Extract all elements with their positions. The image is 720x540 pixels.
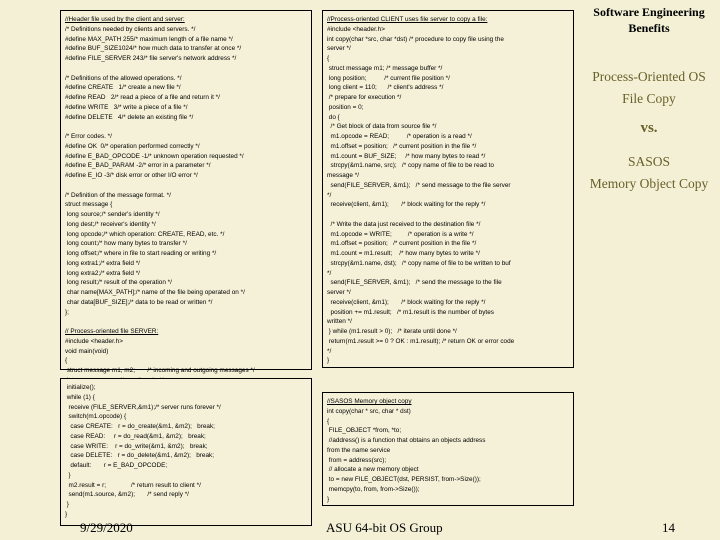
client-copy-code-box — [322, 10, 574, 368]
code-line: /* Definitions of the allowed operations. */ — [65, 74, 182, 82]
code-line: case CREATE: r = do_create(&m1, &m2); break; — [65, 423, 215, 430]
code-line: long source;/* sender's identity */ — [65, 211, 160, 218]
code-line: #define BUF_SIZE1024/* how much data to transfer at once */ — [65, 45, 242, 53]
code-line: /* Definition of the message format. */ — [65, 191, 171, 199]
code-line: // Process-oriented file SERVER: — [65, 328, 159, 335]
code-line: } — [65, 471, 71, 479]
code-line — [65, 317, 307, 327]
header-and-server-code — [65, 15, 307, 386]
footer-date: 9/29/2020 — [80, 520, 133, 535]
code-line: } — [327, 495, 330, 503]
code-line: long opcode;/* which operation: CREATE, READ, etc. */ — [65, 230, 225, 238]
code-line: */ — [327, 347, 332, 355]
code-line: m1.opcode = WRITE; /* operation is a write */ — [327, 230, 474, 238]
code-line: m1.offset = position; /* current position in the file */ — [327, 240, 477, 248]
code-line: default: r = E_BAD_OPCODE; — [65, 462, 168, 469]
code-line: case WRITE: r = do_write(&m1, &m2); break; — [65, 442, 208, 450]
code-line: } — [327, 357, 330, 365]
code-line: from = address(src); — [327, 456, 387, 464]
code-line: switch(m1.opcode) { — [65, 413, 127, 421]
code-line: //address() is a function that obtains an objects address — [327, 437, 486, 444]
code-line: }; — [65, 308, 69, 316]
code-line: from the name service — [327, 446, 391, 454]
code-line: receive(client, &m1); /* block waiting for the reply */ — [327, 201, 486, 209]
comparison-label-memory-object-copy: Memory Object Copy — [589, 176, 709, 191]
sasos-copy-code-box — [322, 392, 574, 506]
code-line: { — [327, 417, 330, 425]
code-line: { — [327, 55, 330, 62]
code-line: #define DELETE 4/* delete an existing file */ — [65, 113, 194, 121]
code-line: send(FILE_SERVER, &m1); /* send the message to the file — [327, 279, 502, 287]
code-line: /* Write the data just received to the destination file */ — [327, 220, 481, 228]
comparison-label-file-copy: File Copy — [622, 91, 676, 106]
code-line: position = 0; — [327, 103, 364, 111]
code-line: #define E_BAD_PARAM -2/* error in a parameter */ — [65, 162, 211, 170]
server-loop-code-box — [60, 378, 312, 526]
code-line: FILE_OBJECT *from, *to; — [327, 427, 402, 435]
code-line: do { — [327, 113, 340, 121]
code-line: char data[BUF_SIZE];/* data to be read or written */ — [65, 298, 213, 306]
code-line: memcpy(to, from, from->Size()); — [327, 485, 420, 493]
code-line: case DELETE: r = do_delete(&m1, &m2); break; — [65, 452, 215, 460]
code-line: strcpy(&m1.name, src); /* copy name of file to be read to — [327, 162, 494, 170]
code-line: position += m1.result; /* m1.result is the number of bytes — [327, 308, 494, 316]
code-line: m2.result = r; /* return result to client */ — [65, 481, 201, 489]
code-line: int copy(char *src, char *dst) /* procedure to copy file using the — [327, 35, 504, 43]
code-line: /* Error codes. */ — [65, 133, 112, 140]
sasos-copy-code — [327, 397, 569, 504]
code-line — [65, 181, 307, 191]
code-line: #define E_BAD_OPCODE -1/* unknown operation requested */ — [65, 152, 244, 160]
code-line: struct message m1, m2; /* incoming and outgoing messages */ — [65, 367, 255, 374]
code-line: return(m1.result >= 0 ? OK : m1.result); /* return OK or error code — [327, 337, 515, 345]
code-line: written */ — [327, 318, 352, 326]
code-line: struct message m1; /* message buffer */ — [327, 64, 443, 72]
code-line: #include <header.h> — [327, 25, 385, 33]
code-line: #define READ 2/* read a piece of a file and return it */ — [65, 94, 220, 101]
code-line: m1.count = BUF_SIZE; /* how many bytes to read */ — [327, 152, 486, 160]
code-line: // allocate a new memory object — [327, 466, 419, 474]
code-line: message */ — [327, 172, 359, 179]
code-line: case READ: r = do_read(&m1, &m2); break; — [65, 432, 206, 440]
code-line: while (1) { — [65, 393, 95, 401]
code-line: } — [65, 501, 69, 508]
code-line: */ — [327, 191, 332, 199]
code-line: server */ — [327, 289, 351, 296]
code-line: m1.opcode = READ; /* operation is a read */ — [327, 133, 472, 140]
code-line: m1.offset = position; /* current position in the file */ — [327, 142, 477, 150]
code-line: server */ — [327, 45, 351, 53]
code-line: #define MAX_PATH 255/* maximum length of a file name */ — [65, 35, 233, 43]
code-line: #define OK 0/* operation performed correctly */ — [65, 142, 200, 150]
header-and-server-code-box — [60, 10, 312, 374]
code-line: int copy(char * src, char * dst) — [327, 407, 411, 415]
code-line: void main(void) — [65, 347, 109, 355]
code-line: { — [65, 357, 68, 365]
comparison-label-sasos: SASOS — [627, 154, 671, 169]
footer-course: ASU 64-bit OS Group — [326, 520, 443, 535]
code-line: /* Get block of data from source file */ — [327, 123, 437, 131]
code-line: long extra2;/* extra field */ — [65, 269, 140, 277]
code-line — [327, 210, 569, 220]
code-line: #define E_IO -3/* disk error or other I/O error */ — [65, 172, 198, 179]
code-line: /* prepare for execution */ — [327, 94, 402, 101]
comparison-label-process-oriented: Process-Oriented OS — [592, 69, 706, 84]
code-line: initialize(); — [65, 384, 96, 391]
code-line: /* Definitions needed by clients and servers. */ — [65, 25, 196, 33]
slide-title: Software Engineering Benefits — [593, 5, 705, 35]
code-line: //SASOS Memory object copy — [327, 398, 412, 405]
code-line: long result;/* result of the operation */ — [65, 279, 172, 287]
code-line: */ — [327, 269, 332, 277]
code-line: long position; /* current file position */ — [327, 74, 450, 82]
code-line: long extra1;/* extra field */ — [65, 259, 140, 267]
server-loop-code — [65, 383, 307, 520]
code-line: receive (FILE_SERVER,&m1);/* server runs forever */ — [65, 403, 221, 411]
code-line: m1.count = m1.result; /* how many bytes to write */ — [327, 250, 480, 257]
code-line: #include <header.h> — [65, 337, 123, 345]
code-line: //Header file used by the client and server: — [65, 16, 185, 23]
code-line: struct message { — [65, 201, 113, 209]
code-line: #define FILE_SERVER 243/* file server's network address */ — [65, 55, 237, 62]
code-line: receive(client, &m1); /* block waiting for the reply */ — [327, 298, 486, 306]
code-line: long offset;/* where in file to start reading or writing */ — [65, 250, 217, 257]
code-line: #define WRITE 3/* write a piece of a file */ — [65, 103, 188, 111]
code-line: } while (m1.result > 0); /* iterate until done */ — [327, 328, 457, 335]
code-line: } — [65, 510, 68, 518]
code-line: strcpy(&m1.name, dst); /* copy name of file to be written to buf — [327, 259, 511, 267]
code-line: #define CREATE 1/* create a new file */ — [65, 84, 181, 92]
page-number: 14 — [662, 520, 675, 535]
code-line: to = new FILE_OBJECT(dst, PERSIST, from->Size()); — [327, 476, 481, 483]
code-line: send(FILE_SERVER, &m1); /* send message to the file server — [327, 181, 511, 189]
code-line — [65, 122, 307, 132]
code-line: send(m1.source, &m2); /* send reply */ — [65, 491, 189, 499]
code-line: //Process-oriented CLIENT uses file server to copy a file: — [327, 16, 488, 23]
code-line: long count;/* how many bytes to transfer */ — [65, 240, 187, 248]
code-line — [65, 64, 307, 74]
client-copy-code — [327, 15, 569, 366]
code-line: long dest;/* receiver's identity */ — [65, 220, 156, 228]
code-line: char name[MAX_PATH];/* name of the file being operated on */ — [65, 289, 245, 296]
code-line: long client = 110; /* client's address */ — [327, 84, 444, 92]
versus-label: vs. — [640, 120, 658, 136]
